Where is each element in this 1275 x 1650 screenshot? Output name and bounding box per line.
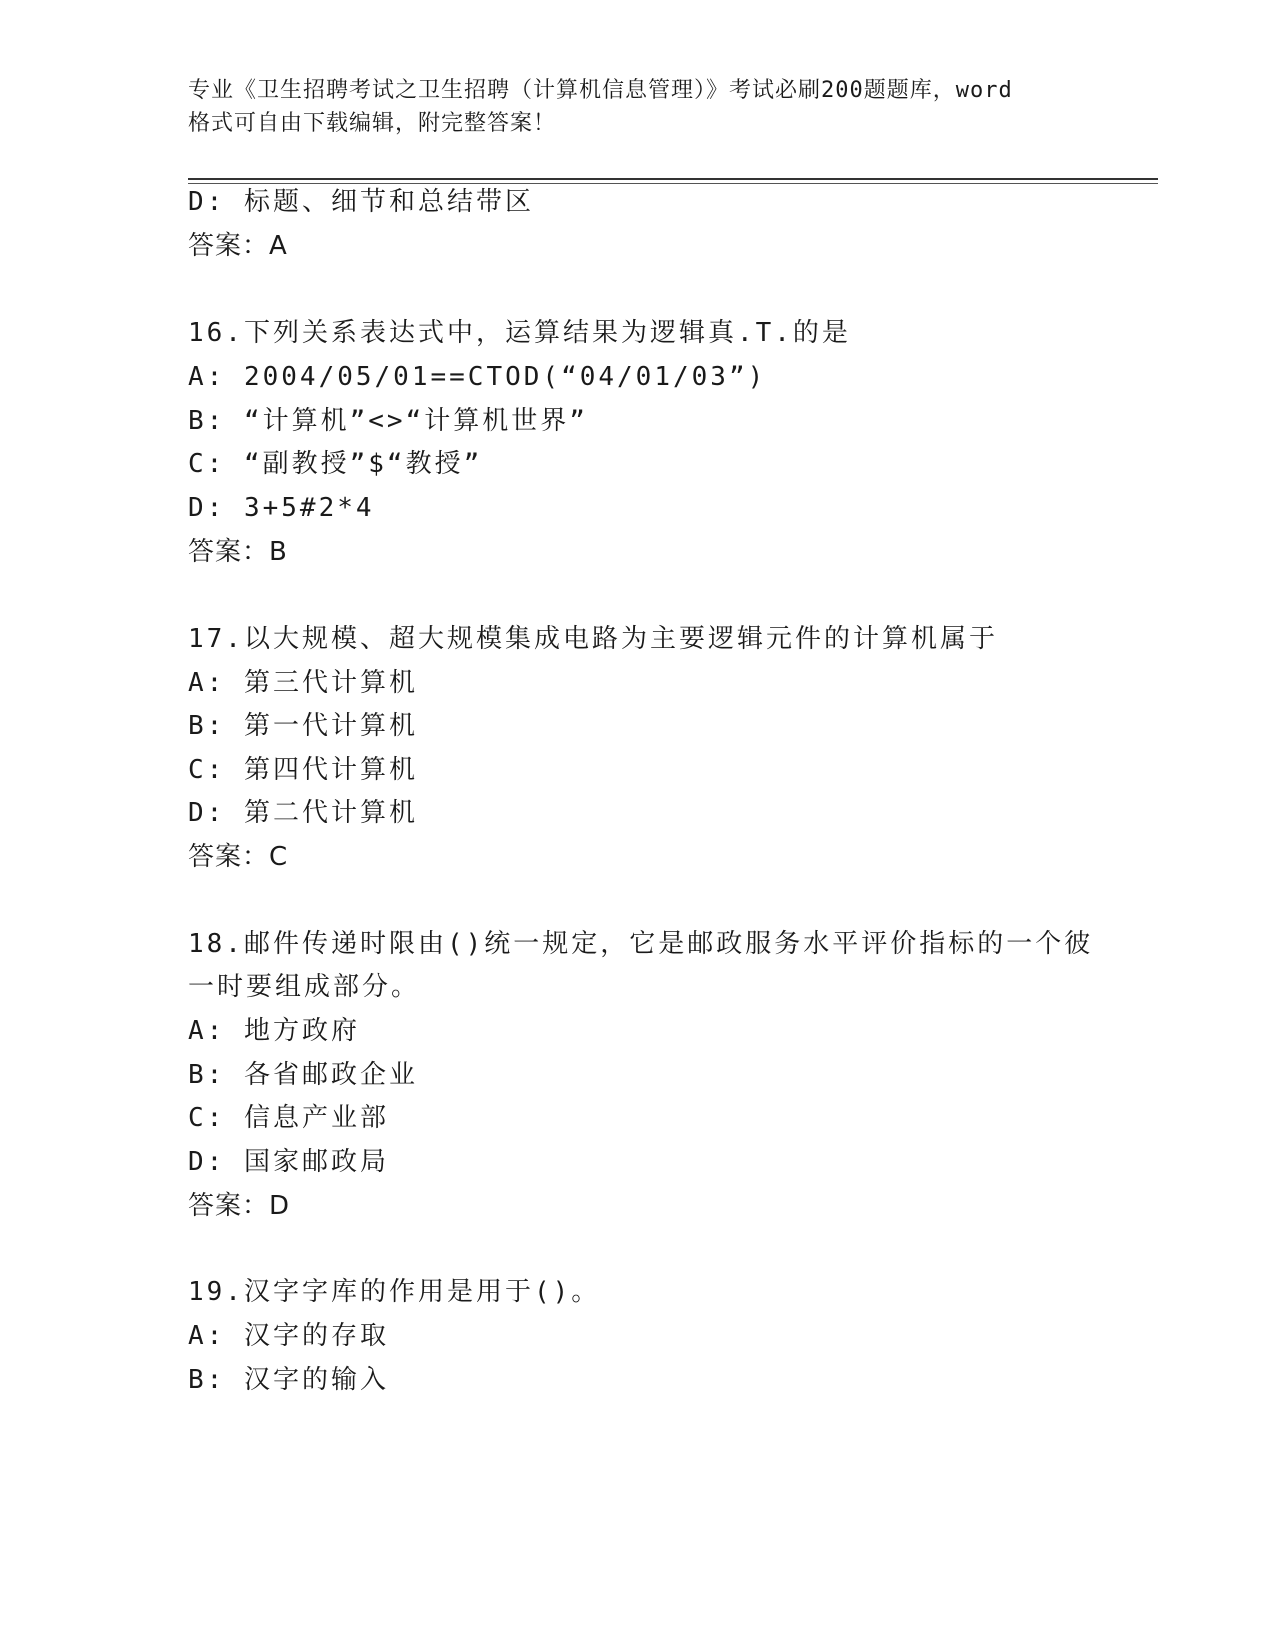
prev-option-d: D: 标题、细节和总结带区	[188, 187, 534, 217]
q18-answer: 答案：D	[188, 1191, 291, 1221]
q18-option-b: B: 各省邮政企业	[188, 1060, 418, 1090]
q17-option-d: D: 第二代计算机	[188, 798, 418, 828]
q16-option-b: B: “计算机”<>“计算机世界”	[188, 406, 588, 436]
q18-question-line-2: 一时要组成部分。	[188, 972, 421, 1002]
q18-option-a: A: 地方政府	[188, 1016, 360, 1046]
q19-option-a: A: 汉字的存取	[188, 1321, 389, 1351]
q19-option-b: B: 汉字的输入	[188, 1365, 389, 1395]
q17-option-b: B: 第一代计算机	[188, 711, 418, 741]
q17-option-c: C: 第四代计算机	[188, 755, 418, 785]
prev-answer: 答案：A	[188, 231, 288, 261]
q19-question: 19.汉字字库的作用是用于()。	[188, 1277, 601, 1307]
header-line-1: 专业《卫生招聘考试之卫生招聘（计算机信息管理）》考试必刷200题题库，word	[188, 78, 1013, 103]
q16-question: 16.下列关系表达式中，运算结果为逻辑真.T.的是	[188, 318, 851, 348]
q18-option-d: D: 国家邮政局	[188, 1147, 389, 1177]
q16-option-c: C: “副教授”$“教授”	[188, 449, 483, 479]
q16-answer: 答案：B	[188, 537, 288, 567]
q17-question: 17.以大规模、超大规模集成电路为主要逻辑元件的计算机属于	[188, 624, 998, 654]
q16-option-d: D: 3+5#2*4	[188, 493, 375, 523]
q18-option-c: C: 信息产业部	[188, 1103, 389, 1133]
q17-answer: 答案：C	[188, 842, 289, 872]
document-header	[188, 74, 1088, 140]
q16-option-a: A: 2004/05/01==CTOD(“04/01/03”)	[188, 362, 767, 392]
header-divider-thick	[188, 178, 1158, 180]
q18-question-line-1: 18.邮件传递时限由()统一规定，它是邮政服务水平评价指标的一个彼	[188, 929, 1094, 959]
q17-option-a: A: 第三代计算机	[188, 668, 418, 698]
header-divider-thin	[188, 183, 1158, 184]
header-line-2: 格式可自由下载编辑，附完整答案！	[188, 111, 557, 136]
